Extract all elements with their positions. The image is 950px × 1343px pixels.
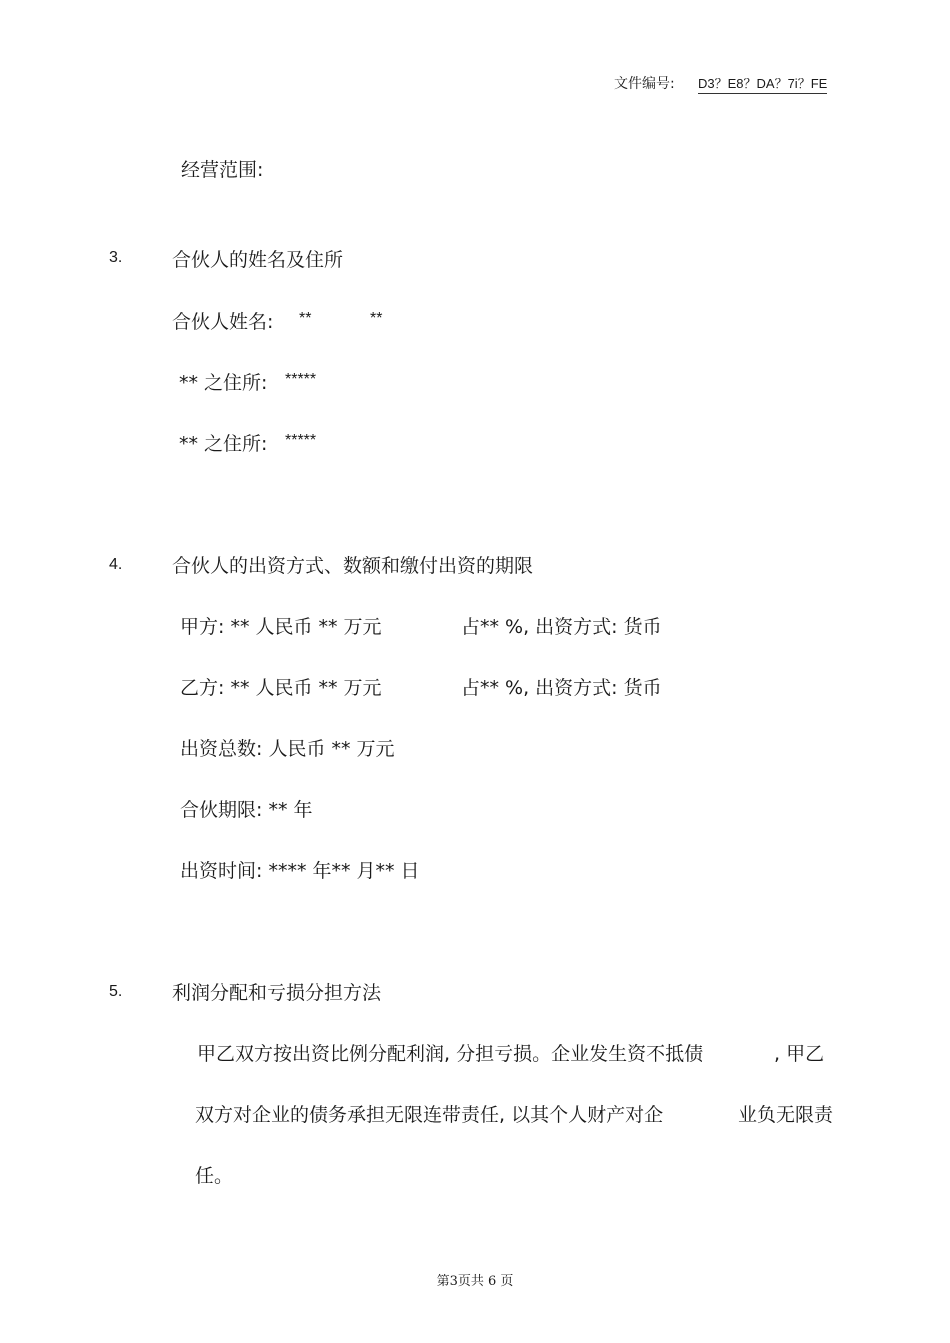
- profit-text-line-2b: 业负无限责: [738, 1104, 834, 1126]
- partner-names-label: 合伙人姓名:: [172, 311, 274, 333]
- residence-1-value: *****: [285, 371, 317, 388]
- party-a-contribution: 甲方: ** 人民币 ** 万元: [180, 616, 382, 638]
- party-b-contribution: 乙方: ** 人民币 ** 万元: [180, 677, 382, 699]
- residence-1-label: ** 之住所:: [179, 372, 268, 394]
- profit-text-line-1a: 甲乙双方按出资比例分配利润, 分担亏损。企业发生资不抵债: [197, 1043, 704, 1065]
- party-b-share: 占** %, 出资方式: 货币: [461, 677, 662, 699]
- section-4-title: 合伙人的出资方式、数额和缴付出资的期限: [172, 555, 534, 577]
- partnership-term: 合伙期限: ** 年: [180, 799, 313, 821]
- profit-text-line-1b: , 甲乙: [774, 1043, 825, 1065]
- partner-name-1: **: [299, 310, 312, 327]
- business-scope-label: 经营范围:: [181, 159, 264, 181]
- section-3-number: 3.: [109, 249, 123, 266]
- page-footer: 第3页共 6 页: [436, 1274, 514, 1289]
- residence-2-label: ** 之住所:: [179, 433, 268, 455]
- section-5-title: 利润分配和亏损分担方法: [172, 982, 382, 1004]
- partner-name-2: **: [370, 310, 383, 327]
- section-3-title: 合伙人的姓名及住所: [172, 249, 344, 271]
- doc-number-value: D3？E8？DA？7i？FE: [698, 73, 827, 94]
- contribution-time: 出资时间: **** 年** 月** 日: [180, 860, 420, 882]
- doc-number-label: 文件编号:: [614, 76, 675, 92]
- section-5-number: 5.: [109, 983, 123, 1000]
- profit-text-line-2a: 双方对企业的债务承担无限连带责任, 以其个人财产对企: [195, 1104, 664, 1126]
- party-a-share: 占** %, 出资方式: 货币: [461, 616, 662, 638]
- total-contribution: 出资总数: 人民币 ** 万元: [180, 738, 395, 760]
- section-4-number: 4.: [109, 556, 123, 573]
- profit-text-line-3: 任。: [195, 1165, 234, 1187]
- residence-2-value: *****: [285, 432, 317, 449]
